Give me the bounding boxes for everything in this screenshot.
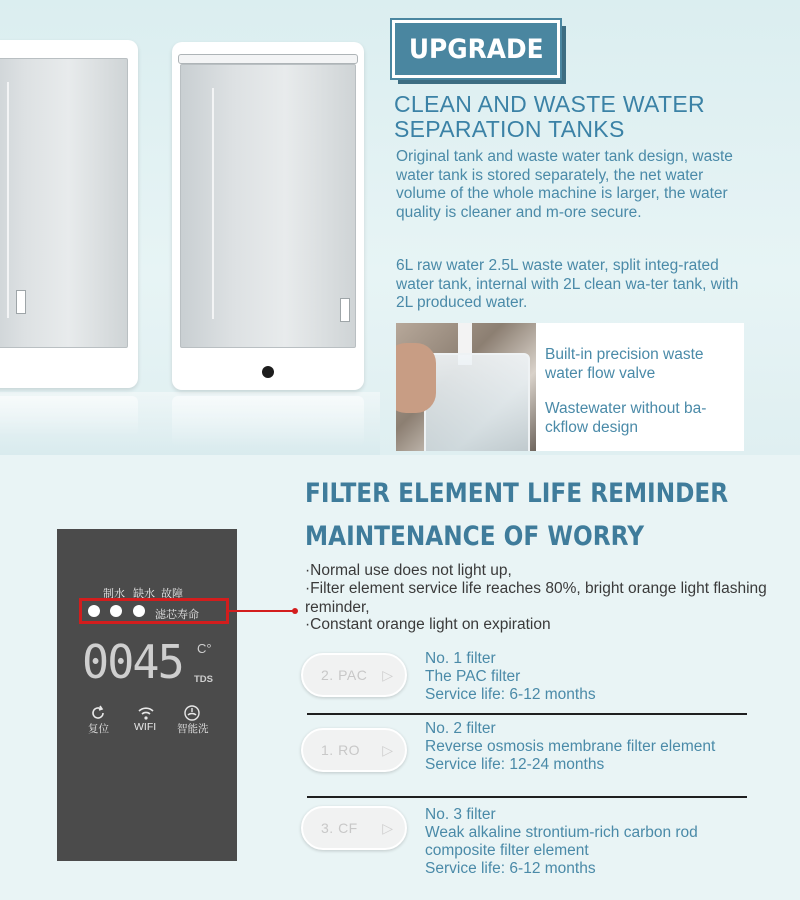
filter-2-number: No. 2 filter — [425, 720, 496, 737]
filter-2-life: Service life: 12-24 months — [425, 756, 605, 773]
valve-feature-1: Built-in precision waste water flow valve — [545, 346, 704, 382]
highlight-frame — [79, 598, 229, 624]
upgrade-label: UPGRADE — [408, 33, 544, 65]
valve-photo — [396, 323, 536, 451]
tank-description: Original tank and waste water tank design, waste water tank is stored separately, the net water volume of the whole machine is larger, the water quality is cleaner and m-ore secure. — [396, 148, 733, 221]
arrow-right-icon: ▷ — [382, 819, 393, 836]
divider — [307, 713, 747, 715]
indicator-label-filter-life: 滤芯寿命 — [155, 609, 199, 621]
indicator-label-fault: 故障 — [161, 588, 183, 600]
tank-capacity-description: 6L raw water 2.5L waste water, split integ-rated water tank, internal with 2L clean wa-ter tank, with 2L produced water. — [396, 257, 739, 311]
filter-cap-pac — [301, 653, 407, 697]
filter-title-line2: MAINTENANCE OF WORRY — [305, 521, 645, 552]
filter-1-type: The PAC filter — [425, 668, 521, 685]
tank-latch — [16, 290, 26, 314]
purifier-left-image — [0, 40, 138, 388]
purifier-right-image — [172, 42, 364, 390]
filter-cap-ro — [301, 728, 407, 772]
water-tank — [180, 64, 356, 348]
reminder-note-2: ·Filter element service life reaches 80%, bright orange light flashing reminder, — [305, 580, 767, 616]
wifi-icon — [137, 704, 155, 722]
filter-title-line1: FILTER ELEMENT LIFE REMINDER — [305, 478, 729, 509]
reset-icon — [89, 704, 107, 722]
tds-display: 0045 — [82, 635, 183, 689]
valve-feature-2: Wastewater without ba-ckflow design — [545, 400, 707, 436]
reminder-note-3: ·Constant orange light on expiration — [305, 616, 551, 633]
tank-title — [394, 92, 794, 142]
smart-wash-icon — [183, 704, 201, 722]
tank-lid — [178, 54, 358, 64]
degree-unit: C° — [197, 641, 212, 656]
filter-2-type: Reverse osmosis membrane filter element — [425, 738, 716, 755]
filter-2-info — [425, 720, 765, 774]
filter-3-number: No. 3 filter — [425, 806, 496, 823]
highlight-connector — [229, 610, 295, 612]
indicator-label-lack-water: 缺水 — [133, 588, 155, 600]
outlet-hole — [262, 366, 274, 378]
tank-title-line2: SEPARATION TANKS — [394, 116, 625, 142]
filter-cap-label: 3. CF — [321, 820, 358, 836]
filter-cap-label: 1. RO — [321, 742, 361, 758]
control-panel — [57, 529, 237, 861]
upgrade-badge — [392, 20, 560, 78]
arrow-right-icon: ▷ — [382, 741, 393, 758]
reflection — [172, 396, 364, 446]
tank-latch — [340, 298, 350, 322]
filter-3-info — [425, 806, 765, 878]
filter-3-type: Weak alkaline strontium-rich carbon rod composite filter element — [425, 824, 698, 859]
waste-tank-bowl — [424, 353, 530, 451]
divider — [307, 796, 747, 798]
wifi-label: WIFI — [134, 721, 157, 733]
reflection — [0, 396, 138, 436]
arrow-right-icon: ▷ — [382, 666, 393, 683]
tank-title-line1: CLEAN AND WASTE WATER — [394, 91, 705, 117]
filter-1-number: No. 1 filter — [425, 650, 496, 667]
reminder-note-1: ·Normal use does not light up, — [305, 562, 512, 579]
hand — [396, 343, 436, 413]
filter-cap-cf — [301, 806, 407, 850]
tds-unit: TDS — [194, 674, 213, 685]
filter-1-life: Service life: 6-12 months — [425, 686, 596, 703]
filter-3-life: Service life: 6-12 months — [425, 860, 596, 877]
filter-cap-label: 2. PAC — [321, 667, 368, 683]
indicator-label-make-water: 制水 — [103, 588, 125, 600]
smart-wash-label: 智能洗 — [177, 723, 209, 735]
filter-1-info — [425, 650, 765, 704]
highlight-connector-tip — [292, 608, 298, 614]
reset-label: 复位 — [88, 723, 109, 735]
